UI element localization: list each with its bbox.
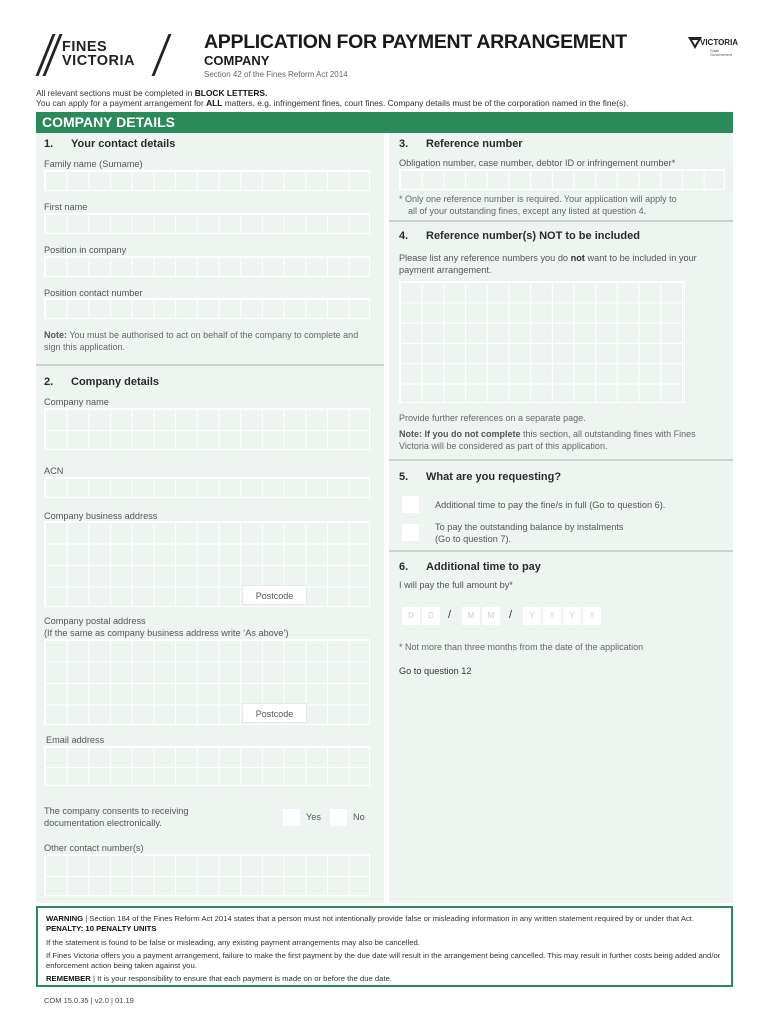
other-contact-field[interactable] bbox=[44, 854, 370, 896]
date-footnote: * Not more than three months from the date of the application bbox=[399, 642, 644, 652]
date-day-digit[interactable]: D bbox=[422, 607, 440, 625]
section-title: Reference number(s) NOT to be included bbox=[426, 230, 640, 242]
section-number: 1. bbox=[44, 138, 54, 150]
form-subtitle: COMPANY bbox=[204, 53, 270, 68]
date-month-digit[interactable]: M bbox=[462, 607, 480, 625]
first-name-field[interactable] bbox=[44, 213, 370, 234]
section-divider bbox=[36, 364, 384, 366]
logo-slash bbox=[152, 34, 172, 76]
company-name-label: Company name bbox=[44, 397, 109, 407]
acn-field[interactable] bbox=[44, 477, 370, 498]
section-divider bbox=[389, 459, 733, 461]
legislation-reference: Section 42 of the Fines Reform Act 2014 bbox=[204, 70, 348, 79]
footnote-line: all of your outstanding fines, except any listed at question 4. bbox=[408, 206, 647, 216]
warning-text: | Section 184 of the Fines Reform Act 2014 states that a person must not intentionally provide false or misleading information in any written statement required by or under that Act. bbox=[83, 914, 695, 923]
option-time-to-pay-label: Additional time to pay the fine/s in full (Go to question 6). bbox=[435, 500, 666, 510]
pay-by-label: I will pay the full amount by* bbox=[399, 580, 513, 590]
consent-no-label: No bbox=[353, 812, 365, 822]
warning-box bbox=[36, 906, 733, 987]
footnote-line: * Only one reference number is required. Your application will apply to bbox=[399, 194, 677, 204]
option-time-to-pay-checkbox[interactable] bbox=[402, 496, 419, 513]
section-number: 3. bbox=[399, 138, 409, 150]
date-separator: / bbox=[509, 609, 513, 621]
note-text: You must be authorised to act on behalf of the company to complete and sign this application. bbox=[44, 330, 359, 352]
section-1-heading bbox=[44, 138, 175, 150]
form-title: APPLICATION FOR PAYMENT ARRANGEMENT bbox=[204, 31, 627, 53]
section-title: Reference number bbox=[426, 138, 523, 150]
email-field[interactable] bbox=[44, 746, 370, 786]
section-number: 6. bbox=[399, 561, 409, 573]
warning-paragraph: If the statement is found to be false or misleading, any existing payment arrangements may also be cancelled. bbox=[46, 938, 420, 947]
further-references-note: Provide further references on a separate page. bbox=[399, 413, 586, 423]
right-panel bbox=[389, 133, 733, 903]
section-title: Company details bbox=[71, 376, 160, 388]
option-line: To pay the outstanding balance by instalments bbox=[435, 522, 624, 532]
victoria-gov-text: State Government bbox=[710, 48, 733, 57]
section-banner bbox=[36, 112, 733, 133]
intro-text: You can apply for a payment arrangement for bbox=[36, 98, 207, 108]
note-label: Note: bbox=[44, 330, 67, 340]
date-month-digit[interactable]: M bbox=[482, 607, 500, 625]
acn-label: ACN bbox=[44, 466, 64, 476]
contact-number-field[interactable] bbox=[44, 298, 370, 319]
consent-yes-checkbox[interactable] bbox=[283, 809, 300, 826]
option-instalments-checkbox[interactable] bbox=[402, 524, 419, 541]
first-name-label: First name bbox=[44, 202, 88, 212]
date-separator: / bbox=[448, 609, 452, 621]
section-title: What are you requesting? bbox=[426, 471, 562, 483]
contact-number-label: Position contact number bbox=[44, 288, 143, 298]
consent-yes-label: Yes bbox=[306, 812, 321, 822]
section-3-heading bbox=[399, 138, 523, 150]
victoria-state-logo bbox=[688, 34, 739, 60]
note-label: Note: If you do not complete bbox=[399, 429, 521, 439]
company-name-field[interactable] bbox=[44, 408, 370, 450]
reference-footnote bbox=[399, 193, 677, 217]
consent-line: The company consents to receiving bbox=[44, 806, 189, 816]
section-4-heading bbox=[399, 230, 640, 242]
reference-description: Obligation number, case number, debtor ID or infringement number* bbox=[399, 158, 676, 168]
consent-no-checkbox[interactable] bbox=[330, 809, 347, 826]
warning-label: WARNING bbox=[46, 914, 84, 923]
authorisation-note bbox=[44, 329, 364, 353]
intro-emphasis: BLOCK LETTERS. bbox=[194, 88, 268, 98]
intro-text: matters, e.g. infringement fines, court fines. Company details must be of the corporation named in the fine(s). bbox=[222, 98, 629, 108]
exclude-description bbox=[399, 252, 721, 276]
family-name-field[interactable] bbox=[44, 170, 370, 191]
banner-title: COMPANY DETAILS bbox=[42, 114, 176, 130]
warning-paragraph: If Fines Victoria offers you a payment arrangement, failure to make the first payment by the due date will result in the arrangement being cancelled. This may result in further costs being added and/or enforcement action being taken against you. bbox=[46, 951, 721, 970]
section-6-heading bbox=[399, 561, 541, 573]
position-field[interactable] bbox=[44, 256, 370, 277]
email-label: Email address bbox=[46, 735, 105, 745]
date-year-digit[interactable]: Y bbox=[543, 607, 561, 625]
postal-address-field[interactable] bbox=[44, 639, 370, 725]
section-number: 5. bbox=[399, 471, 409, 483]
logo-word-fines: FINES bbox=[62, 39, 108, 55]
section-divider bbox=[389, 220, 733, 222]
goto-instruction: Go to question 12 bbox=[399, 666, 472, 676]
form-code: COM 15.0.35 | v2.0 | 01.19 bbox=[44, 996, 134, 1005]
position-label: Position in company bbox=[44, 245, 127, 255]
consent-line: documentation electronically. bbox=[44, 818, 162, 828]
postal-address-hint: (If the same as company business address write ‘As above’) bbox=[44, 628, 289, 638]
intro-text: All relevant sections must be completed in bbox=[36, 88, 195, 98]
intro-emphasis: ALL bbox=[206, 98, 223, 108]
desc-text: want to be included in your payment arrangement. bbox=[399, 253, 697, 275]
business-address-label: Company business address bbox=[44, 511, 158, 521]
reference-number-field[interactable] bbox=[399, 169, 725, 190]
postcode-label: Postcode bbox=[242, 585, 307, 605]
option-line: (Go to question 7). bbox=[435, 534, 512, 544]
panel-divider bbox=[384, 133, 389, 903]
option-instalments-label bbox=[435, 521, 623, 545]
section-5-heading bbox=[399, 471, 561, 483]
penalty-text: PENALTY: 10 PENALTY UNITS bbox=[46, 924, 157, 933]
business-address-field[interactable] bbox=[44, 521, 370, 607]
desc-text: Please list any reference numbers you do bbox=[399, 253, 571, 263]
postcode-label: Postcode bbox=[242, 703, 307, 723]
victoria-logo-text: VICTORIA bbox=[700, 38, 739, 47]
consent-label bbox=[44, 805, 189, 829]
date-day-digit[interactable]: D bbox=[402, 607, 420, 625]
family-name-label: Family name (Surname) bbox=[44, 159, 143, 169]
section-number: 2. bbox=[44, 376, 54, 388]
date-year-digit[interactable]: Y bbox=[523, 607, 541, 625]
exclude-note bbox=[399, 428, 724, 452]
remember-label: REMEMBER bbox=[46, 974, 91, 983]
remember-paragraph bbox=[46, 974, 724, 984]
date-year-digit[interactable]: Y bbox=[563, 607, 581, 625]
logo-word-victoria: VICTORIA bbox=[62, 53, 136, 69]
remember-text: | It is your responsibility to ensure that each payment is made on or before the due date. bbox=[90, 974, 392, 983]
excluded-references-field[interactable] bbox=[399, 281, 685, 403]
date-year-digit[interactable]: Y bbox=[583, 607, 601, 625]
section-2-heading bbox=[44, 376, 159, 388]
section-title: Your contact details bbox=[71, 138, 176, 150]
section-number: 4. bbox=[399, 230, 409, 242]
section-title: Additional time to pay bbox=[426, 561, 541, 573]
instructions bbox=[36, 88, 628, 108]
section-divider bbox=[389, 550, 733, 552]
note-text: this section, all outstanding fines with Fines Victoria will be considered as part of this application. bbox=[399, 429, 696, 451]
fines-victoria-logo bbox=[36, 34, 164, 76]
other-contact-label: Other contact number(s) bbox=[44, 843, 144, 853]
desc-emphasis: not bbox=[570, 253, 585, 263]
warning-paragraph bbox=[46, 914, 724, 934]
postal-address-label: Company postal address bbox=[44, 616, 146, 626]
